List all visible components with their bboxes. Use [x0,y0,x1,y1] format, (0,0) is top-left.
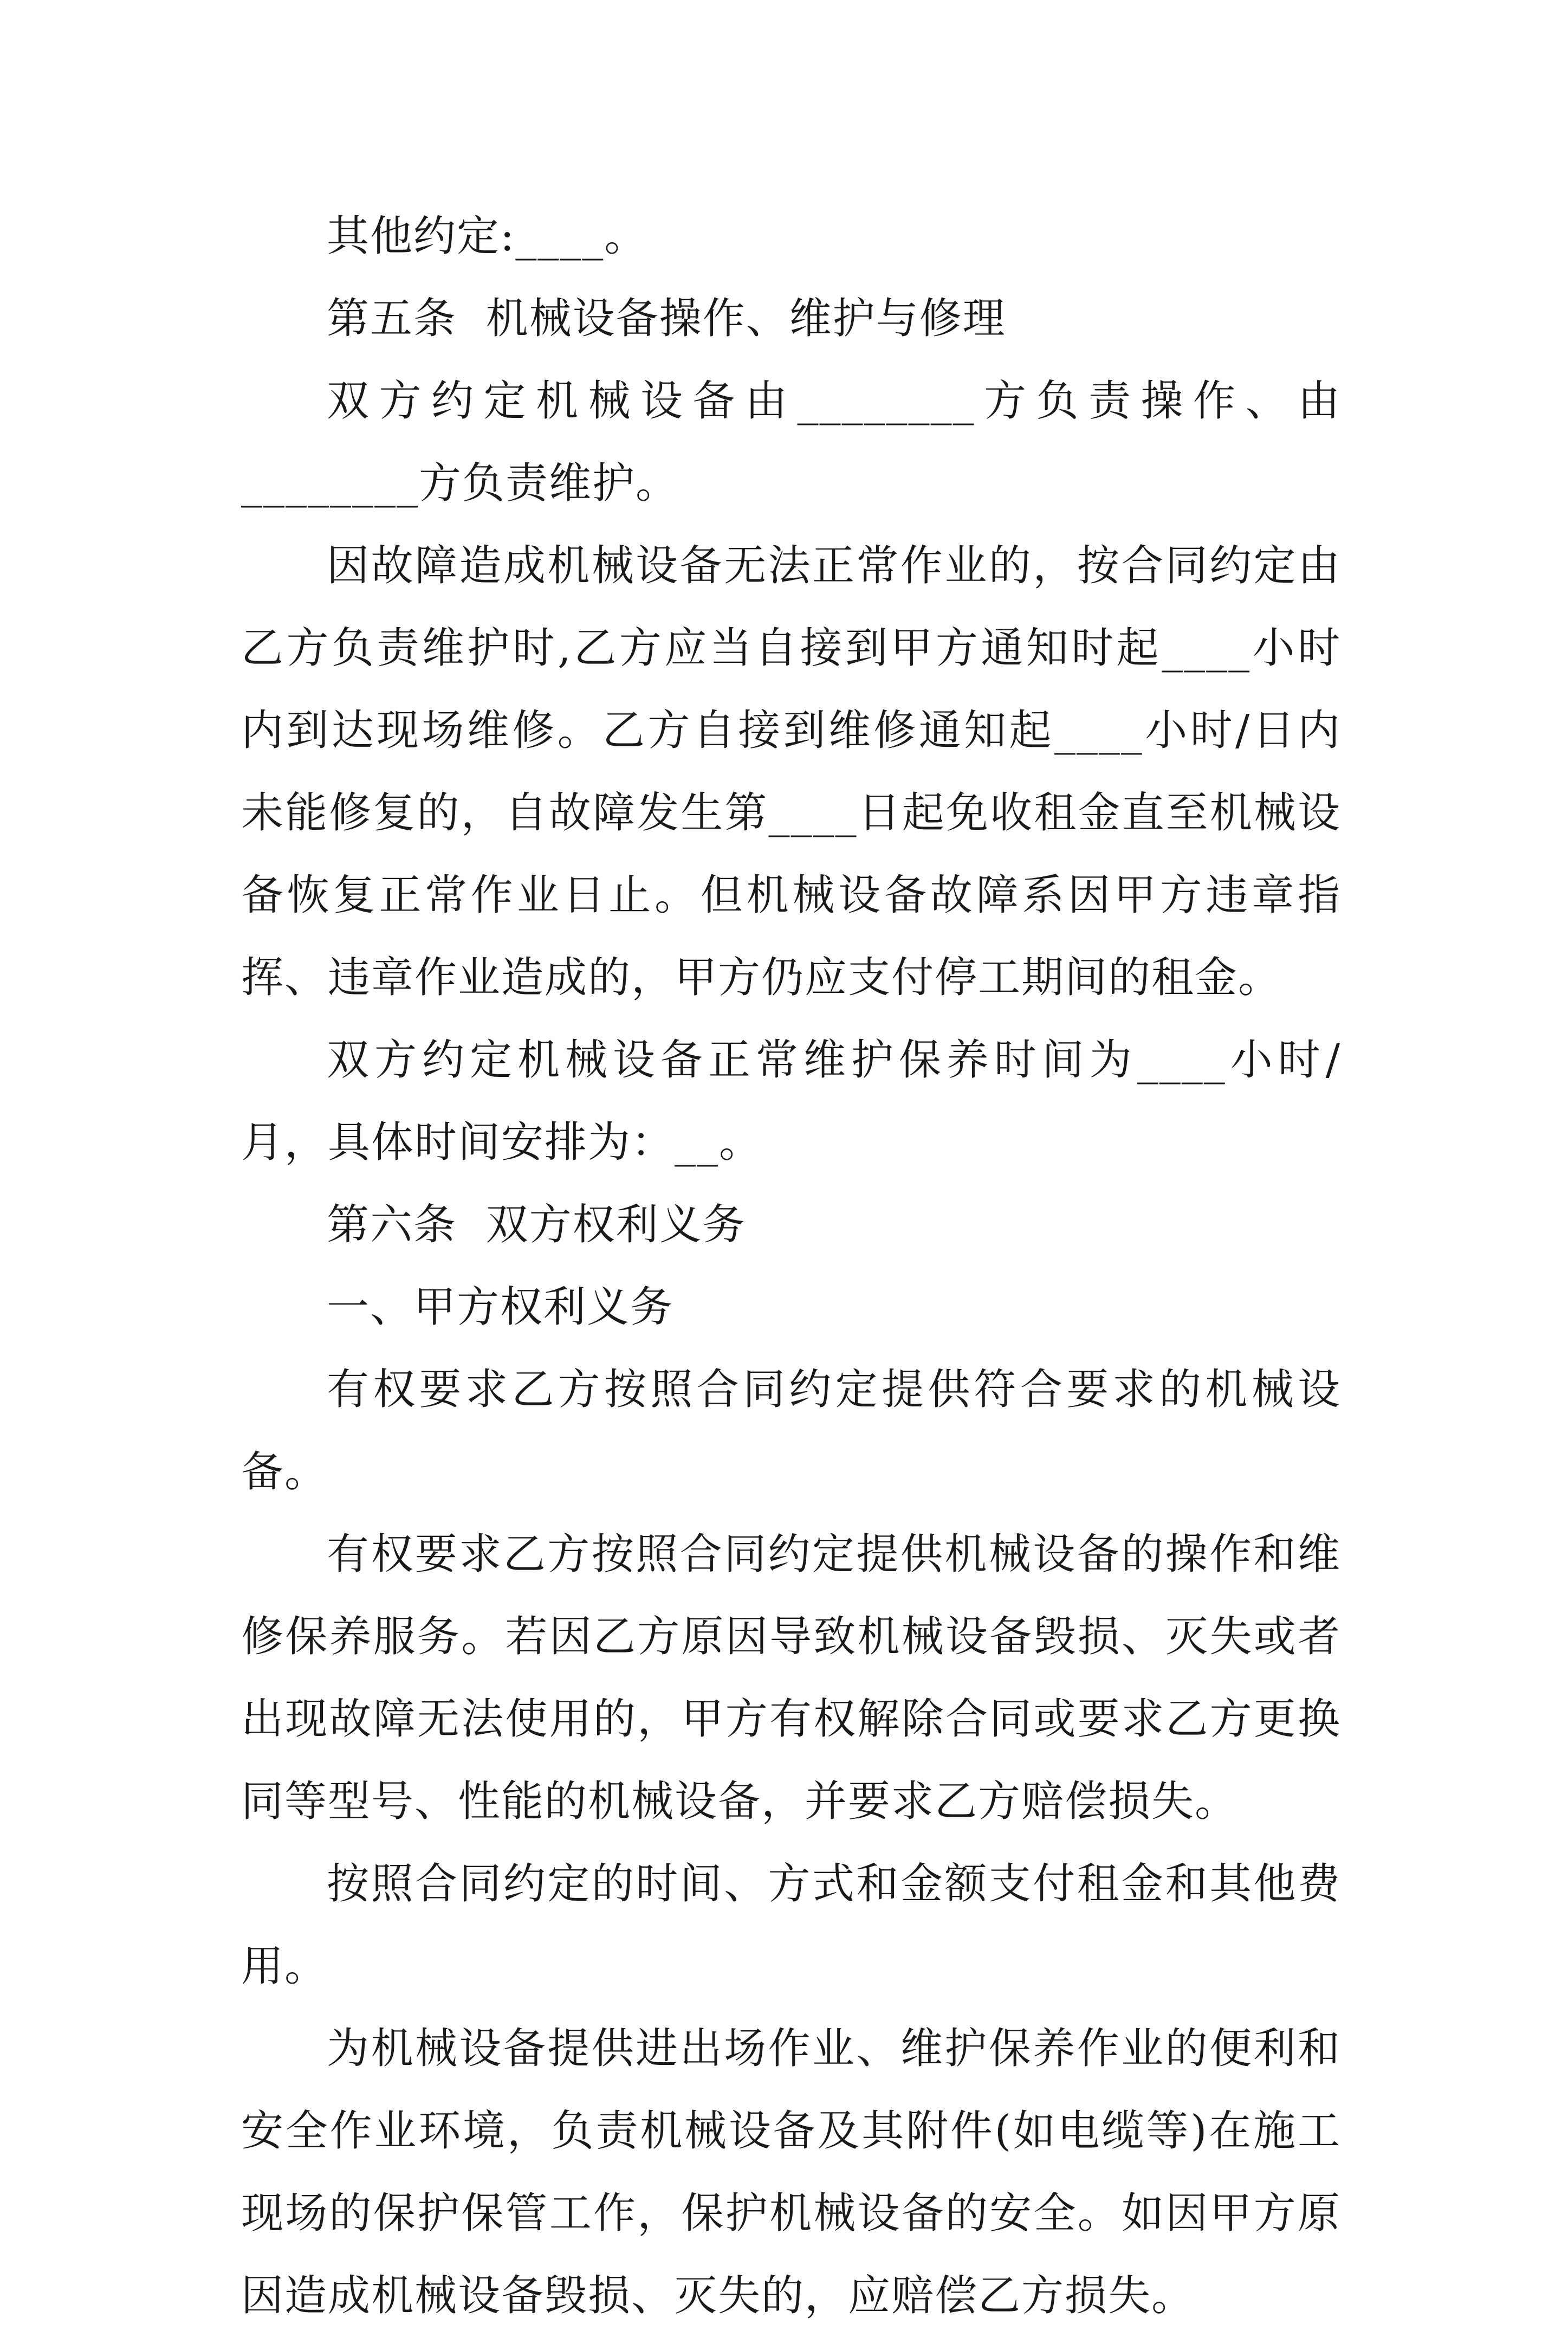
paragraph-other-terms: 其他约定:____。 [327,212,648,261]
paragraph-operation-maintenance-party: 双方约定机械设备由________方负责操作、由________方负责维护。 [241,377,1341,508]
article-6-heading: 第六条 双方权利义务 [327,1200,746,1249]
paragraph-fault-repair: 因故障造成机械设备无法正常作业的，按合同约定由乙方负责维护时,乙方应当自接到甲方通知时起____小时内到达现场维修。乙方自接到维修通知起____小时/日内未能修复的，自故障发生第____日起免收租金直至机械设备恢复正常作业日止。但机械设备故障系因甲方违章指挥、违章作业造成的，甲方仍应支付停工期间的租金。 [241,541,1341,1002]
paragraph-request-service: 有权要求乙方按照合同约定提供机械设备的操作和维修保养服务。若因乙方原因导致机械设备毁损、灭失或者出现故障无法使用的，甲方有权解除合同或要求乙方更换同等型号、性能的机械设备，并要求乙方赔偿损失。 [241,1530,1341,1826]
paragraph-site-protection: 为机械设备提供进出场作业、维护保养作业的便利和安全作业环境，负责机械设备及其附件(如电缆等)在施工现场的保护保管工作，保护机械设备的安全。如因甲方原因造成机械设备毁损、灭失的，应赔偿乙方损失。 [241,2024,1341,2320]
paragraph-request-equipment: 有权要求乙方按照合同约定提供符合要求的机械设备。 [241,1365,1341,1496]
paragraph-pay-rent: 按照合同约定的时间、方式和金额支付租金和其他费用。 [241,1860,1341,1991]
paragraph-maintenance-schedule: 双方约定机械设备正常维护保养时间为____小时/月，具体时间安排为：__。 [241,1036,1341,1167]
article-5-heading: 第五条 机械设备操作、维护与修理 [327,294,1006,343]
document-body [241,195,1341,2337]
party-a-rights-heading: 一、甲方权利义务 [327,1283,674,1332]
